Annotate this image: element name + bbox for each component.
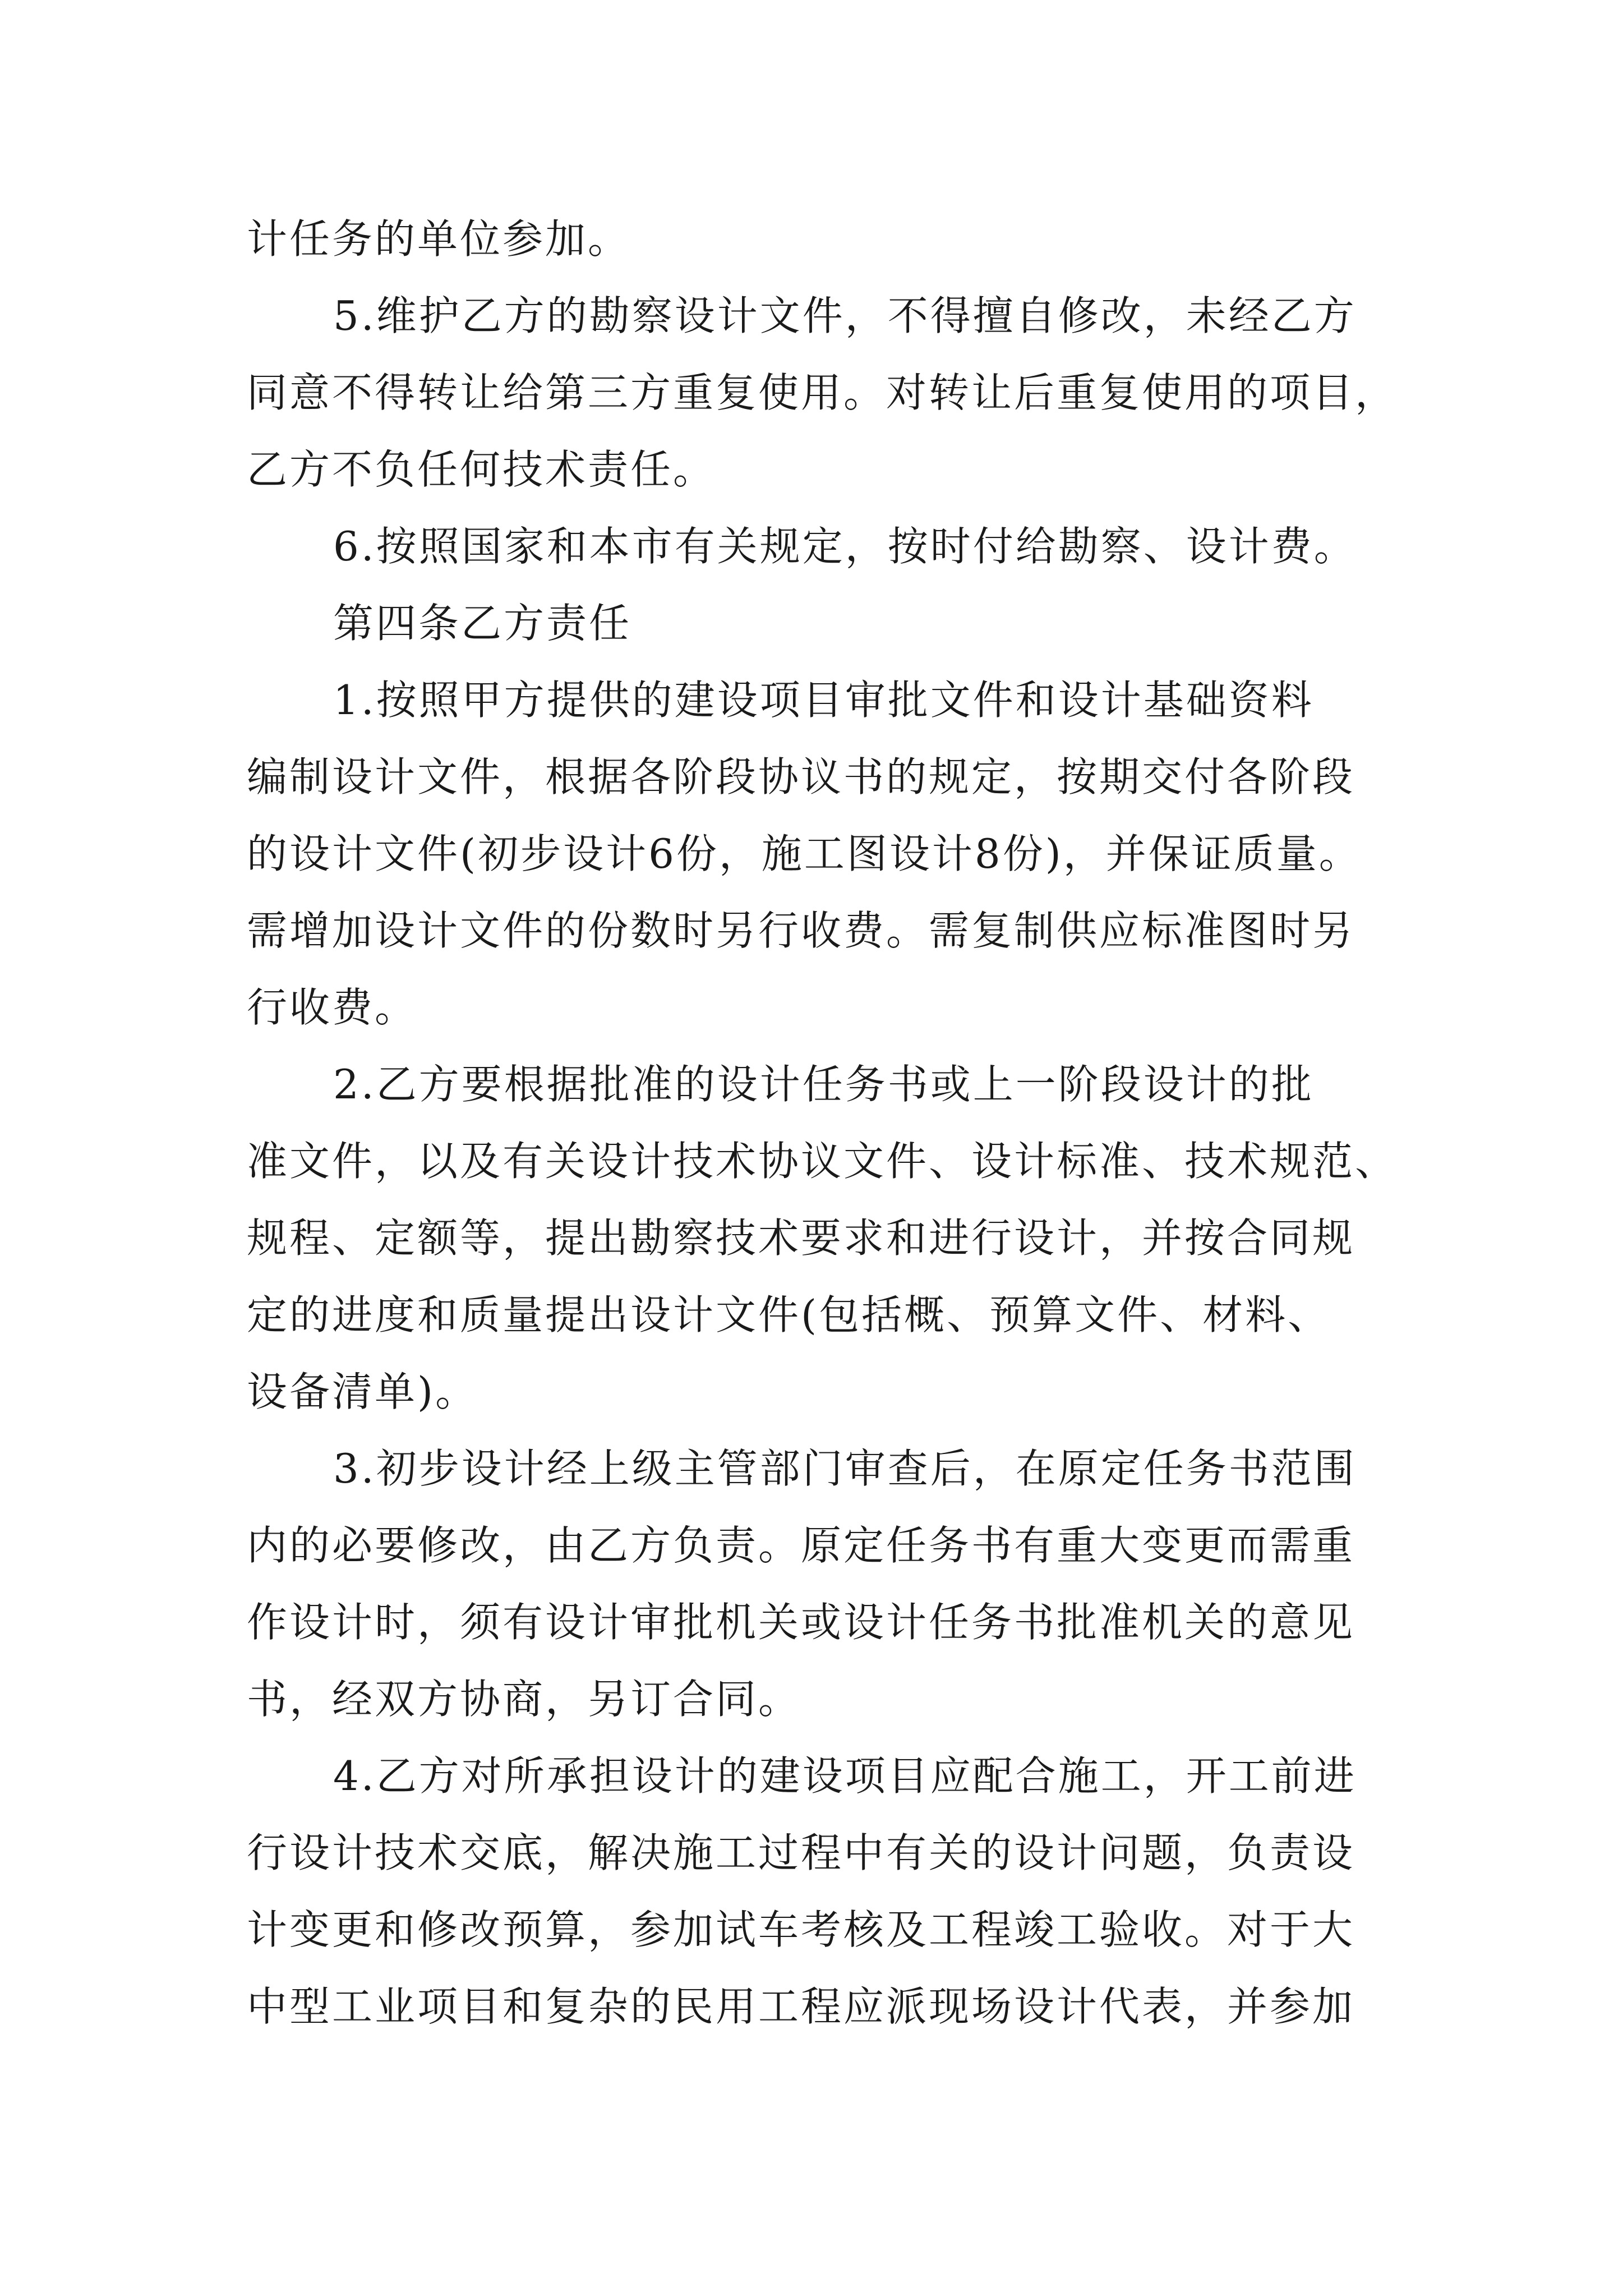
text-line: 1.按照甲方提供的建设项目审批文件和设计基础资料 — [333, 677, 1314, 724]
text-line: 需增加设计文件的份数时另行收费。需复制供应标准图时另 — [247, 907, 1355, 954]
text-line: 计任务的单位参加。 — [247, 215, 631, 263]
text-line: 同意不得转让给第三方重复使用。对转让后重复使用的项目， — [247, 369, 1398, 416]
section-heading: 第四条乙方责任 — [333, 600, 632, 647]
text-line: 行设计技术交底，解决施工过程中有关的设计问题，负责设 — [247, 1829, 1355, 1876]
text-line: 中型工业项目和复杂的民用工程应派现场设计代表，并参加 — [247, 1983, 1355, 2030]
text-line: 2.乙方要根据批准的设计任务书或上一阶段设计的批 — [333, 1061, 1314, 1108]
text-line: 内的必要修改，由乙方负责。原定任务书有重大变更而需重 — [247, 1522, 1355, 1569]
text-line: 的设计文件(初步设计6份，施工图设计8份)，并保证质量。 — [247, 830, 1362, 877]
text-line: 规程、定额等，提出勘察技术要求和进行设计，并按合同规 — [247, 1214, 1355, 1262]
text-line: 行收费。 — [247, 984, 418, 1031]
document-body — [247, 201, 1398, 2045]
text-line: 书，经双方协商，另订合同。 — [247, 1676, 801, 1723]
text-line: 6.按照国家和本市有关规定，按时付给勘察、设计费。 — [333, 523, 1357, 570]
text-line: 5.维护乙方的勘察设计文件，不得擅自修改，未经乙方 — [333, 292, 1357, 339]
text-line: 编制设计文件，根据各阶段协议书的规定，按期交付各阶段 — [247, 753, 1355, 800]
text-line: 定的进度和质量提出设计文件(包括概、预算文件、材料、 — [247, 1291, 1331, 1338]
text-line: 计变更和修改预算，参加试车考核及工程竣工验收。对于大 — [247, 1906, 1355, 1953]
text-line: 乙方不负任何技术责任。 — [247, 446, 716, 493]
text-line: 4.乙方对所承担设计的建设项目应配合施工，开工前进 — [333, 1752, 1357, 1800]
text-line: 设备清单)。 — [247, 1368, 478, 1415]
text-line: 准文件，以及有关设计技术协议文件、设计标准、技术规范、 — [247, 1138, 1398, 1185]
text-line: 作设计时，须有设计审批机关或设计任务书批准机关的意见 — [247, 1599, 1355, 1646]
text-line: 3.初步设计经上级主管部门审查后，在原定任务书范围 — [333, 1445, 1357, 1492]
